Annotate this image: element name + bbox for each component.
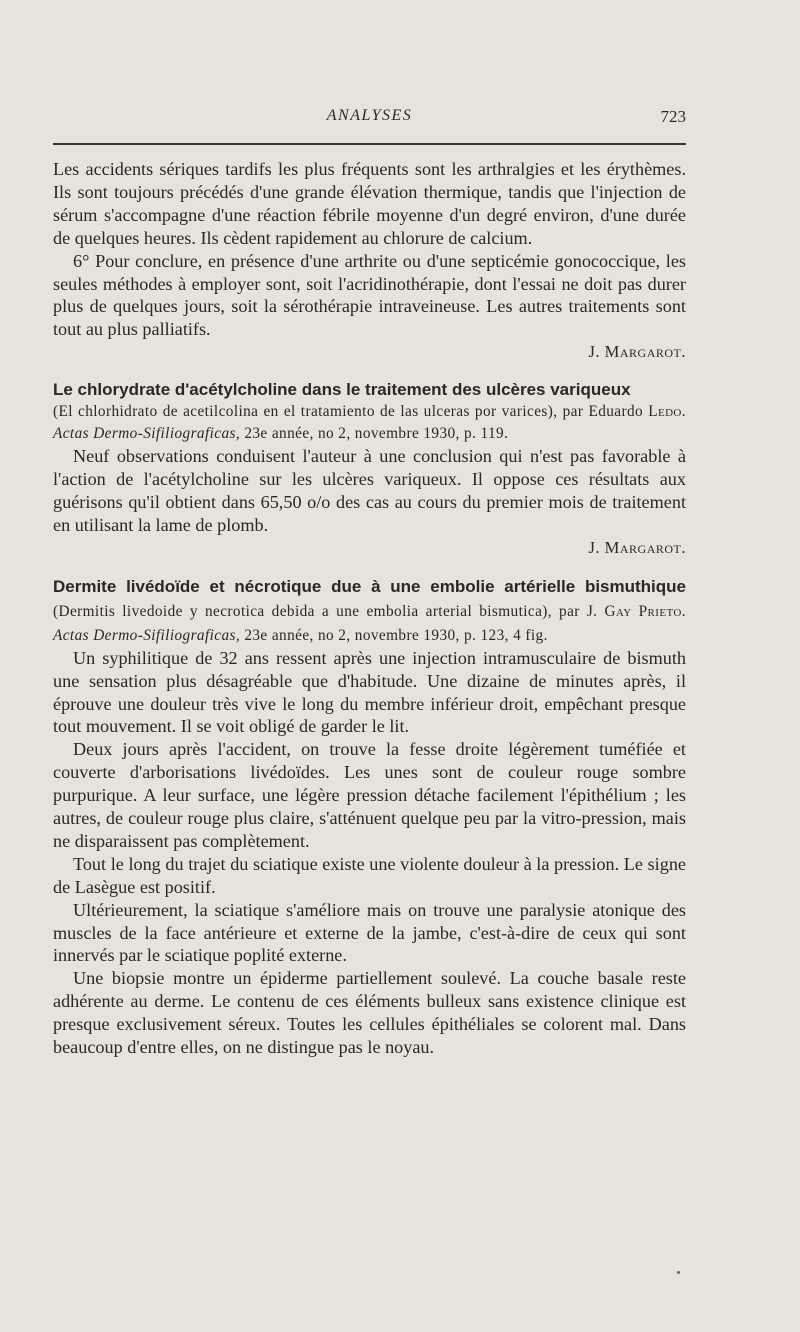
article-2-paragraph-1: Un syphilitique de 32 ans ressent après une injection intramusculaire de bismuth une sensation plus désagréable que d'habitude. Une dizaine de minutes après, il éprouve une douleur très vive le long du membre inférieur droit, empêchant presque tout mouvement. Il se voit obligé de garder le lit. [53,647,686,737]
article-2-ref-sep: . [681,602,686,620]
article-2-ref-text: (Dermitis livedoide y necrotica debida a une embolia arterial bismutica), par J. [53,602,605,620]
page-number: 723 [660,107,686,126]
intro-paragraph-1: Les accidents sériques tardifs les plus fréquents sont les arthralgies et les érythèmes. Ils sont toujours précédés d'une grande élévation thermique, tandis que l'injection de sérum s'accompagne d'une réaction fébrile moyenne d'un degré environ, d'une durée de quelques heures. Ils cèdent rapidement au chlorure de calcium. [53,159,686,248]
page-header [53,107,686,133]
article-1-journal: Actas Dermo-Sifiliograficas, [53,425,241,443]
article-2-journal: Actas Dermo-Sifiliograficas, [53,626,241,644]
running-title: ANALYSES [326,107,413,124]
article-2-header [53,575,686,647]
article-1-ref-text: (El chlorhidrato de acetilcolina en el tratamiento de las ulceras por varices), par Eduardo [53,403,649,421]
article-2-paragraph-5: Une biopsie montre un épiderme partiellement soulevé. La couche basale reste adhérente au derme. Le contenu de ces éléments bulleux sans existence clinique est presque exclusivement séreux. Toutes les cellules épithéliales se colorent mal. Dans beaucoup d'entre elles, on ne distingue pas le noyau. [53,968,686,1058]
article-1-body: Neuf observations conduisent l'auteur à une conclusion qui n'est pas favorable à l'action de l'acétylcholine sur les ulcères variqueux. Il oppose ces résultats aux guérisons qu'il obtient dans 65,50 o/o des cas au cours du premier mois de traitement en utilisant la lame de plomb. [53,446,686,535]
signature-1: J. Margarot. [588,342,686,362]
article-2-paragraph-2: Deux jours après l'accident, on trouve la fesse droite légèrement tuméfiée et couverte d'arborisations livédoïdes. Les unes sont de couleur rouge sombre purpurique. A leur surface, une légère pression détache facilement l'épithélium ; les autres, de couleur rouge plus claire, s'atténuent quelque peu par la vitro-pression, mais ne disparaissent pas complètement. [53,739,686,851]
article-1-header [53,379,686,445]
article-1-title: Le chlorydrate d'acétylcholine dans le traitement des ulcères variqueux [53,380,631,400]
intro-paragraph-2: 6° Pour conclure, en présence d'une arthrite ou d'une septicémie gonococcique, les seules méthodes à employer sont, soit l'acridinothérapie, dont l'essai ne doit pas durer plus de quelques jours, soit la sérothérapie intraveineuse. Les autres traitements sont tout au plus palliatifs. [53,250,686,340]
article-2-author: Gay Prieto [604,602,682,620]
article-2-title: Dermite livédoïde et nécrotique due à une embolie artérielle bismuthique [53,576,686,596]
signature-2: J. Margarot. [588,537,686,557]
article-1-author: Ledo [648,403,682,421]
article-2-paragraph-3: Tout le long du trajet du sciatique existe une violente douleur à la pression. Le signe de Lasègue est positif. [53,853,686,897]
article-2-paragraph-4: Ultérieurement, la sciatique s'améliore mais on trouve une paralysie atonique des muscles de la face antérieure et externe de la jambe, c'est-à-dire de ceux qui sont innervés par le sciatique poplité externe. [53,899,686,966]
article-2-ref-rest: 23e année, no 2, novembre 1930, p. 123, 4 fig. [240,626,548,644]
article-1-reference [53,401,686,445]
article-1-ref-sep: . [681,403,686,421]
paper-speck [677,1271,680,1274]
article-1-ref-rest: 23e année, no 2, novembre 1930, p. 119. [240,425,509,443]
page-body [53,158,686,1059]
header-rule [53,143,686,145]
